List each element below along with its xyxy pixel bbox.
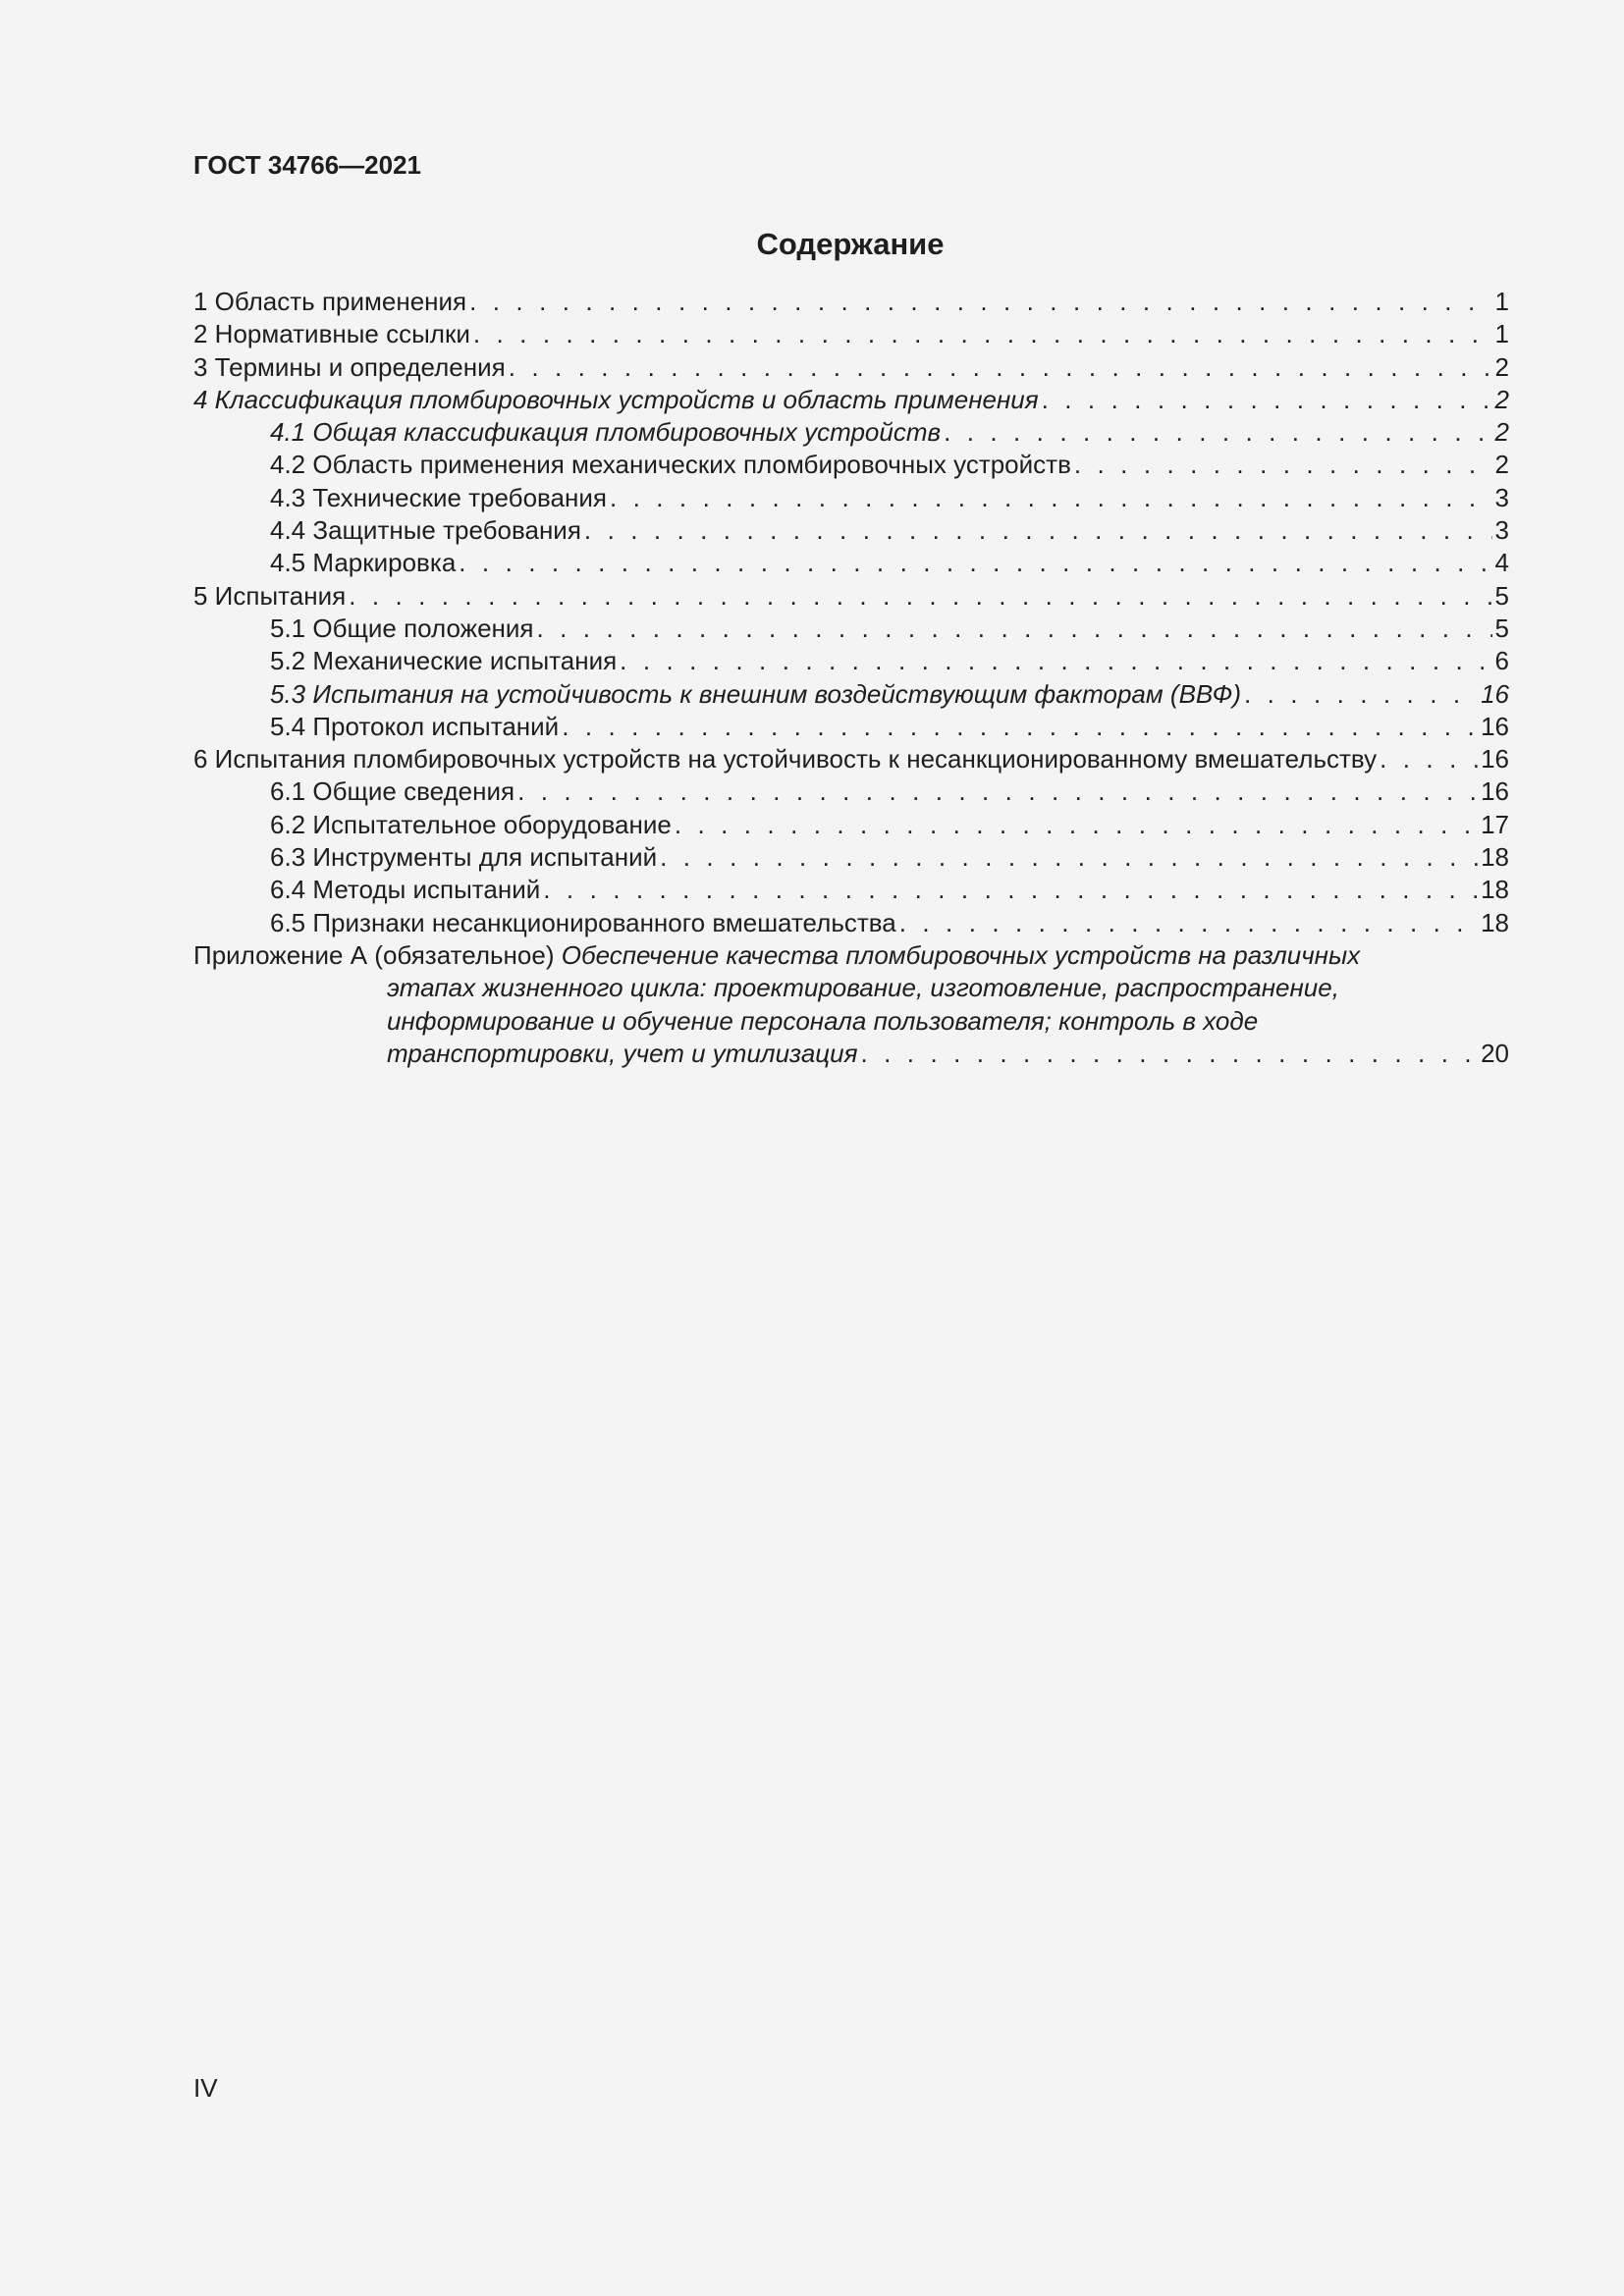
toc-entry-label: 6.1 Общие сведения bbox=[270, 776, 515, 807]
toc-entry-page: 18 bbox=[1481, 875, 1509, 905]
toc-entry-label: 2 Нормативные ссылки bbox=[193, 319, 470, 349]
toc-leader bbox=[562, 711, 1478, 743]
toc-leader bbox=[1244, 678, 1478, 711]
toc-entry-page: 2 bbox=[1494, 351, 1509, 382]
toc-leader bbox=[944, 416, 1491, 449]
appendix-last-line bbox=[193, 1038, 1509, 1070]
toc-entry-4-4[interactable] bbox=[193, 514, 1509, 547]
toc-entry-label: 6 Испытания пломбировочных устройств на устойчивость к несанкционированному вмешательству bbox=[193, 744, 1378, 774]
toc-entry-page: 3 bbox=[1494, 482, 1509, 512]
toc-entry-6-1[interactable] bbox=[193, 775, 1509, 808]
toc-entry-4-5[interactable] bbox=[193, 547, 1509, 579]
toc-entry-5-4[interactable] bbox=[193, 711, 1509, 743]
toc-entry-6-5[interactable] bbox=[193, 907, 1509, 939]
toc-entry-page: 5 bbox=[1494, 580, 1509, 611]
toc-entry-5[interactable] bbox=[193, 580, 1509, 613]
toc-entry-4-1[interactable] bbox=[193, 416, 1509, 449]
toc-entry-6-2[interactable] bbox=[193, 809, 1509, 841]
appendix-title-line-1: Обеспечение качества пломбировочных устройств на различных bbox=[561, 939, 1361, 970]
toc-entry-label: 3 Термины и определения bbox=[193, 351, 506, 382]
toc-leader bbox=[610, 482, 1492, 514]
toc-entry-page: 1 bbox=[1494, 287, 1509, 316]
toc-leader bbox=[537, 613, 1492, 645]
appendix-title-line-3: информирование и обучение персонала пользователя; контроль в ходе bbox=[387, 1005, 1259, 1036]
toc-leader bbox=[660, 841, 1478, 874]
toc-leader bbox=[675, 809, 1478, 841]
toc-entry-appendix-a[interactable] bbox=[193, 939, 1509, 1070]
toc-entry-label: 5.3 Испытания на устойчивость к внешним воздействующим факторам (ВВФ) bbox=[270, 678, 1242, 709]
toc-entry-page: 20 bbox=[1481, 1038, 1509, 1068]
table-of-contents bbox=[193, 286, 1509, 1070]
toc-leader bbox=[899, 907, 1478, 939]
toc-leader bbox=[473, 318, 1492, 350]
doc-code: ГОСТ 34766—2021 bbox=[193, 150, 421, 180]
toc-entry-page: 2 bbox=[1494, 417, 1509, 448]
toc-entry-page: 18 bbox=[1481, 907, 1509, 937]
toc-entry-1[interactable] bbox=[193, 286, 1509, 318]
toc-entry-label: 4.1 Общая классификация пломбировочных устройств bbox=[270, 417, 942, 448]
toc-entry-page: 1 bbox=[1494, 319, 1509, 349]
toc-entry-label: 5.4 Протокол испытаний bbox=[270, 711, 560, 741]
appendix-title-line-4: транспортировки, учет и утилизация bbox=[387, 1038, 858, 1068]
toc-entry-4[interactable] bbox=[193, 384, 1509, 416]
toc-leader bbox=[349, 580, 1491, 613]
toc-entry-4-2[interactable] bbox=[193, 449, 1509, 481]
page-number: IV bbox=[193, 2073, 218, 2103]
appendix-title-line-2: этапах жизненного цикла: проектирование, изготовление, распространение, bbox=[387, 973, 1339, 1003]
toc-entry-label: 4.5 Маркировка bbox=[270, 548, 457, 578]
toc-title: Содержание bbox=[756, 227, 945, 261]
toc-leader bbox=[469, 286, 1491, 318]
toc-entry-label: 4 Классификация пломбировочных устройств и область применения bbox=[193, 384, 1039, 414]
toc-entry-2[interactable] bbox=[193, 318, 1509, 350]
toc-entry-page: 16 bbox=[1481, 744, 1509, 774]
toc-leader bbox=[584, 514, 1492, 547]
toc-entry-5-2[interactable] bbox=[193, 645, 1509, 677]
toc-entry-page: 17 bbox=[1481, 809, 1509, 839]
toc-entry-6[interactable] bbox=[193, 743, 1509, 775]
toc-leader bbox=[1042, 384, 1492, 416]
toc-leader bbox=[1074, 449, 1492, 481]
toc-entry-page: 2 bbox=[1494, 450, 1509, 480]
toc-entry-page: 3 bbox=[1494, 515, 1509, 546]
toc-entry-5-3[interactable] bbox=[193, 678, 1509, 711]
toc-entry-label: 6.2 Испытательное оборудование bbox=[270, 809, 672, 839]
toc-leader bbox=[543, 874, 1478, 906]
toc-entry-label: 6.5 Признаки несанкционированного вмешательства bbox=[270, 907, 896, 937]
toc-entry-label: 6.3 Инструменты для испытаний bbox=[270, 842, 658, 873]
toc-entry-page: 16 bbox=[1481, 711, 1509, 741]
toc-entry-6-3[interactable] bbox=[193, 841, 1509, 874]
toc-leader bbox=[459, 547, 1491, 579]
toc-entry-label: 1 Область применения bbox=[193, 287, 467, 316]
appendix-first-line bbox=[193, 939, 1509, 972]
toc-entry-label: 6.4 Методы испытаний bbox=[270, 875, 541, 905]
toc-entry-label: 4.2 Область применения механических пломбировочных устройств bbox=[270, 450, 1071, 480]
toc-entry-page: 6 bbox=[1494, 646, 1509, 676]
toc-entry-6-4[interactable] bbox=[193, 874, 1509, 906]
toc-entry-label: 5 Испытания bbox=[193, 580, 347, 611]
toc-entry-page: 5 bbox=[1494, 613, 1509, 643]
toc-entry-page: 16 bbox=[1481, 776, 1509, 807]
toc-entry-label: 5.1 Общие положения bbox=[270, 613, 534, 643]
toc-entry-4-3[interactable] bbox=[193, 482, 1509, 514]
toc-leader bbox=[1380, 743, 1478, 775]
toc-entry-label: 4.3 Технические требования bbox=[270, 482, 607, 512]
toc-entry-page: 16 bbox=[1481, 678, 1509, 709]
toc-entry-label: 5.2 Механические испытания bbox=[270, 646, 618, 676]
appendix-prefix: Приложение А (обязательное) bbox=[193, 939, 555, 970]
toc-entry-5-1[interactable] bbox=[193, 613, 1509, 645]
toc-leader bbox=[517, 775, 1478, 808]
toc-leader bbox=[620, 645, 1491, 677]
toc-entry-page: 18 bbox=[1481, 842, 1509, 873]
toc-entry-3[interactable] bbox=[193, 351, 1509, 384]
toc-entry-page: 4 bbox=[1494, 548, 1509, 578]
toc-entry-page: 2 bbox=[1494, 384, 1509, 414]
toc-leader bbox=[861, 1038, 1479, 1070]
toc-entry-label: 4.4 Защитные требования bbox=[270, 515, 581, 546]
toc-leader bbox=[509, 351, 1492, 384]
